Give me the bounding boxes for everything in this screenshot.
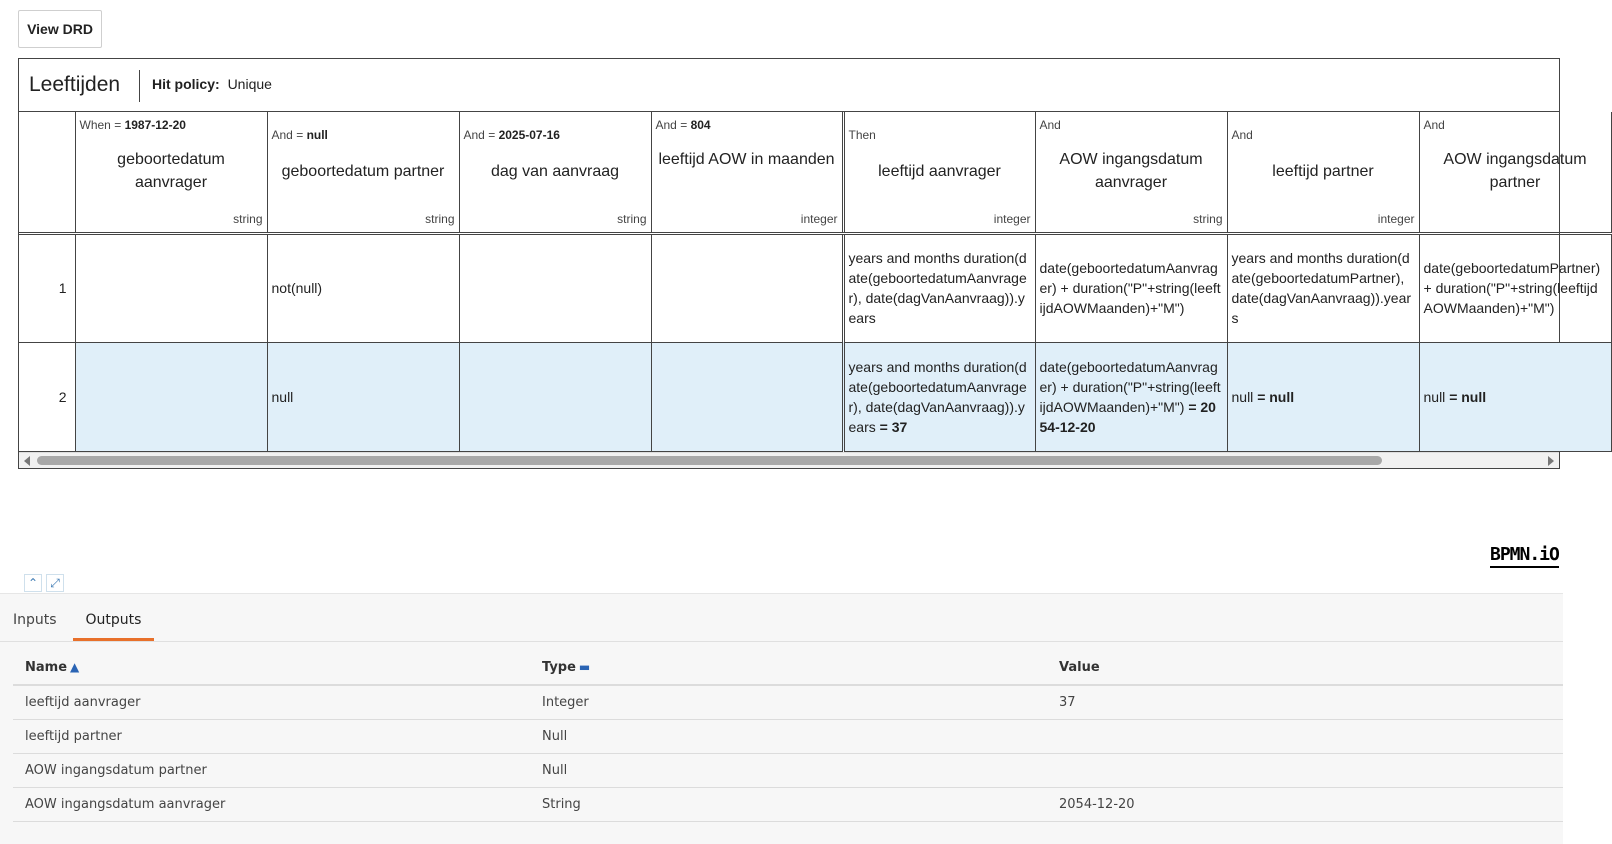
rule-cell[interactable]	[459, 233, 651, 342]
rule-index: 1	[19, 233, 75, 342]
value-column-header: Value	[1059, 660, 1100, 675]
bpmn-io-logo[interactable]: BPMN.iO	[1490, 545, 1559, 568]
index-header	[19, 112, 75, 233]
cell-expression: date(geboortedatumPartner) + duration("P"+string(leeftijdAOWMaanden)+"M")	[1423, 260, 1601, 316]
decision-table	[19, 112, 1612, 452]
rule-cell[interactable]	[267, 233, 459, 342]
output-name: leeftijd aanvrager	[25, 695, 141, 710]
cell-result: = null	[1257, 388, 1295, 405]
output-name: AOW ingangsdatum partner	[25, 763, 207, 778]
cell-expression: null	[1231, 388, 1254, 405]
rule-cell[interactable]	[651, 342, 843, 451]
scroll-left-icon[interactable]	[24, 456, 30, 466]
column-label: geboortedatum aanvrager	[117, 151, 225, 191]
column-header-1[interactable]	[75, 112, 267, 233]
output-type: Null	[542, 729, 568, 744]
cell-expression: date(geboortedatumAanvrager) + duration("P"+string(leeftijdAOWMaanden)+"M")	[1039, 260, 1221, 316]
column-header-8[interactable]	[1419, 112, 1611, 233]
clause-keyword: When	[79, 118, 111, 132]
clause-test-value: 1987-12-20	[124, 118, 186, 132]
rule-cell[interactable]	[1035, 233, 1227, 342]
column-label: AOW ingangsdatum aanvrager	[1059, 151, 1203, 191]
column-clause	[1040, 118, 1061, 132]
cell-expression: years and months duration(date(geboortedatumAanvrager), date(dagVanAanvraag)).years	[848, 250, 1027, 326]
rule-cell[interactable]	[75, 342, 267, 451]
clause-keyword: And	[271, 128, 293, 142]
column-type: string	[233, 211, 263, 226]
column-clause	[80, 118, 186, 132]
hit-policy-label: Hit policy:	[152, 76, 220, 92]
output-value: 2054-12-20	[1059, 797, 1135, 812]
rule-index: 2	[19, 342, 75, 451]
cell-result: = 2054-12-20	[1039, 398, 1216, 435]
cell-expression: not(null)	[271, 280, 323, 296]
type-header-label: Type	[542, 660, 576, 675]
output-row	[13, 788, 1563, 822]
output-row	[13, 720, 1563, 754]
output-type: Null	[542, 763, 568, 778]
column-header-7[interactable]	[1227, 112, 1419, 233]
output-value: 37	[1059, 695, 1076, 710]
rule-cell[interactable]	[1419, 233, 1611, 342]
clause-keyword: And	[463, 128, 485, 142]
clause-equals: =	[296, 128, 304, 142]
panel-tabs	[0, 594, 1563, 642]
expand-icon[interactable]: ⤢	[46, 574, 64, 592]
clause-keyword: And	[655, 118, 677, 132]
tab-inputs[interactable]: Inputs	[13, 612, 57, 628]
column-header-5[interactable]	[843, 112, 1035, 233]
column-label: geboortedatum partner	[281, 163, 445, 180]
cell-expression: years and months duration(date(geboortedatumAanvrager), date(dagVanAanvraag)).years	[848, 358, 1027, 435]
column-header-6[interactable]	[1035, 112, 1227, 233]
column-clause	[1424, 118, 1445, 132]
column-label: leeftijd aanvrager	[878, 163, 1001, 180]
scrollbar-thumb[interactable]	[37, 456, 1382, 465]
scroll-right-icon[interactable]	[1548, 456, 1554, 466]
chevron-up-icon[interactable]: ⌃	[24, 574, 42, 592]
panel-controls	[24, 574, 68, 592]
column-type: string	[1193, 211, 1223, 226]
column-clause	[849, 128, 876, 142]
outputs-table-body	[13, 686, 1563, 822]
column-type: integer	[1377, 211, 1415, 226]
name-column-header[interactable]	[25, 660, 79, 675]
column-clause	[464, 128, 560, 142]
evaluation-panel	[0, 593, 1563, 844]
rule-cell[interactable]	[1035, 342, 1227, 451]
hit-policy-value: Unique	[227, 76, 272, 92]
clause-test-value: 2025-07-16	[498, 128, 560, 142]
column-type: string	[617, 211, 647, 226]
decision-table-container	[18, 58, 1601, 469]
column-label: leeftijd partner	[1272, 163, 1374, 180]
column-header-4[interactable]	[651, 112, 843, 233]
cell-result: = null	[1449, 388, 1487, 405]
output-row	[13, 754, 1563, 788]
cell-expression: years and months duration(date(geboortedatumPartner), date(dagVanAanvraag)).years	[1231, 250, 1412, 326]
rule-row[interactable]	[19, 342, 1611, 451]
view-drd-button[interactable]: View DRD	[18, 10, 102, 48]
rule-cell[interactable]	[843, 233, 1035, 342]
column-type: integer	[993, 211, 1031, 226]
output-type: Integer	[542, 695, 589, 710]
rule-cell[interactable]	[459, 342, 651, 451]
clause-equals: =	[680, 118, 688, 132]
decision-table-scroll-area	[19, 112, 1601, 452]
clause-equals: =	[114, 118, 122, 132]
clause-keyword: And	[1423, 118, 1445, 132]
outputs-table	[13, 652, 1563, 822]
rule-cell[interactable]	[267, 342, 459, 451]
column-clause	[656, 118, 711, 132]
tab-outputs[interactable]: Outputs	[73, 612, 154, 641]
column-clause	[1232, 128, 1253, 142]
cell-expression: null	[271, 388, 294, 405]
decision-table-header	[19, 59, 1559, 112]
clause-keyword: And	[1039, 118, 1061, 132]
rule-cell[interactable]	[651, 233, 843, 342]
hit-policy[interactable]	[152, 76, 272, 92]
output-name: AOW ingangsdatum aanvrager	[25, 797, 226, 812]
sort-ascending-icon[interactable]: ▲	[70, 660, 80, 674]
header-row	[19, 112, 1611, 233]
clause-equals: =	[488, 128, 496, 142]
column-label: AOW ingangsdatum partner	[1443, 151, 1587, 191]
clause-test-value: null	[306, 128, 328, 142]
sort-neutral-icon[interactable]: ▬	[578, 660, 591, 674]
decision-name[interactable]: Leeftijden	[29, 73, 121, 96]
rule-cell[interactable]	[1419, 342, 1611, 451]
column-label: dag van aanvraag	[490, 163, 620, 180]
output-name: leeftijd partner	[25, 729, 122, 744]
outputs-table-header	[13, 652, 1563, 686]
column-type: integer	[800, 211, 838, 226]
name-header-label: Name	[25, 660, 68, 675]
cell-result: = 37	[879, 418, 908, 435]
type-column-header[interactable]	[542, 660, 590, 675]
clause-test-value: 804	[690, 118, 711, 132]
clause-keyword: Then	[848, 128, 876, 142]
output-row	[13, 686, 1563, 720]
column-clause	[272, 128, 328, 142]
rule-row[interactable]	[19, 233, 1611, 342]
column-header-3[interactable]	[459, 112, 651, 233]
rule-cell[interactable]	[1227, 342, 1419, 451]
rule-cell[interactable]	[1227, 233, 1419, 342]
rule-cell[interactable]	[75, 233, 267, 342]
column-type: string	[425, 211, 455, 226]
rule-cell[interactable]	[843, 342, 1035, 451]
horizontal-scrollbar[interactable]	[19, 452, 1559, 468]
column-label: leeftijd AOW in maanden	[658, 151, 835, 168]
clause-keyword: And	[1231, 128, 1253, 142]
cell-expression: null	[1423, 388, 1446, 405]
cell-expression: date(geboortedatumAanvrager) + duration("P"+string(leeftijdAOWMaanden)+"M")	[1039, 358, 1221, 415]
column-header-2[interactable]	[267, 112, 459, 233]
output-type: String	[542, 797, 581, 812]
header-divider	[139, 70, 140, 102]
